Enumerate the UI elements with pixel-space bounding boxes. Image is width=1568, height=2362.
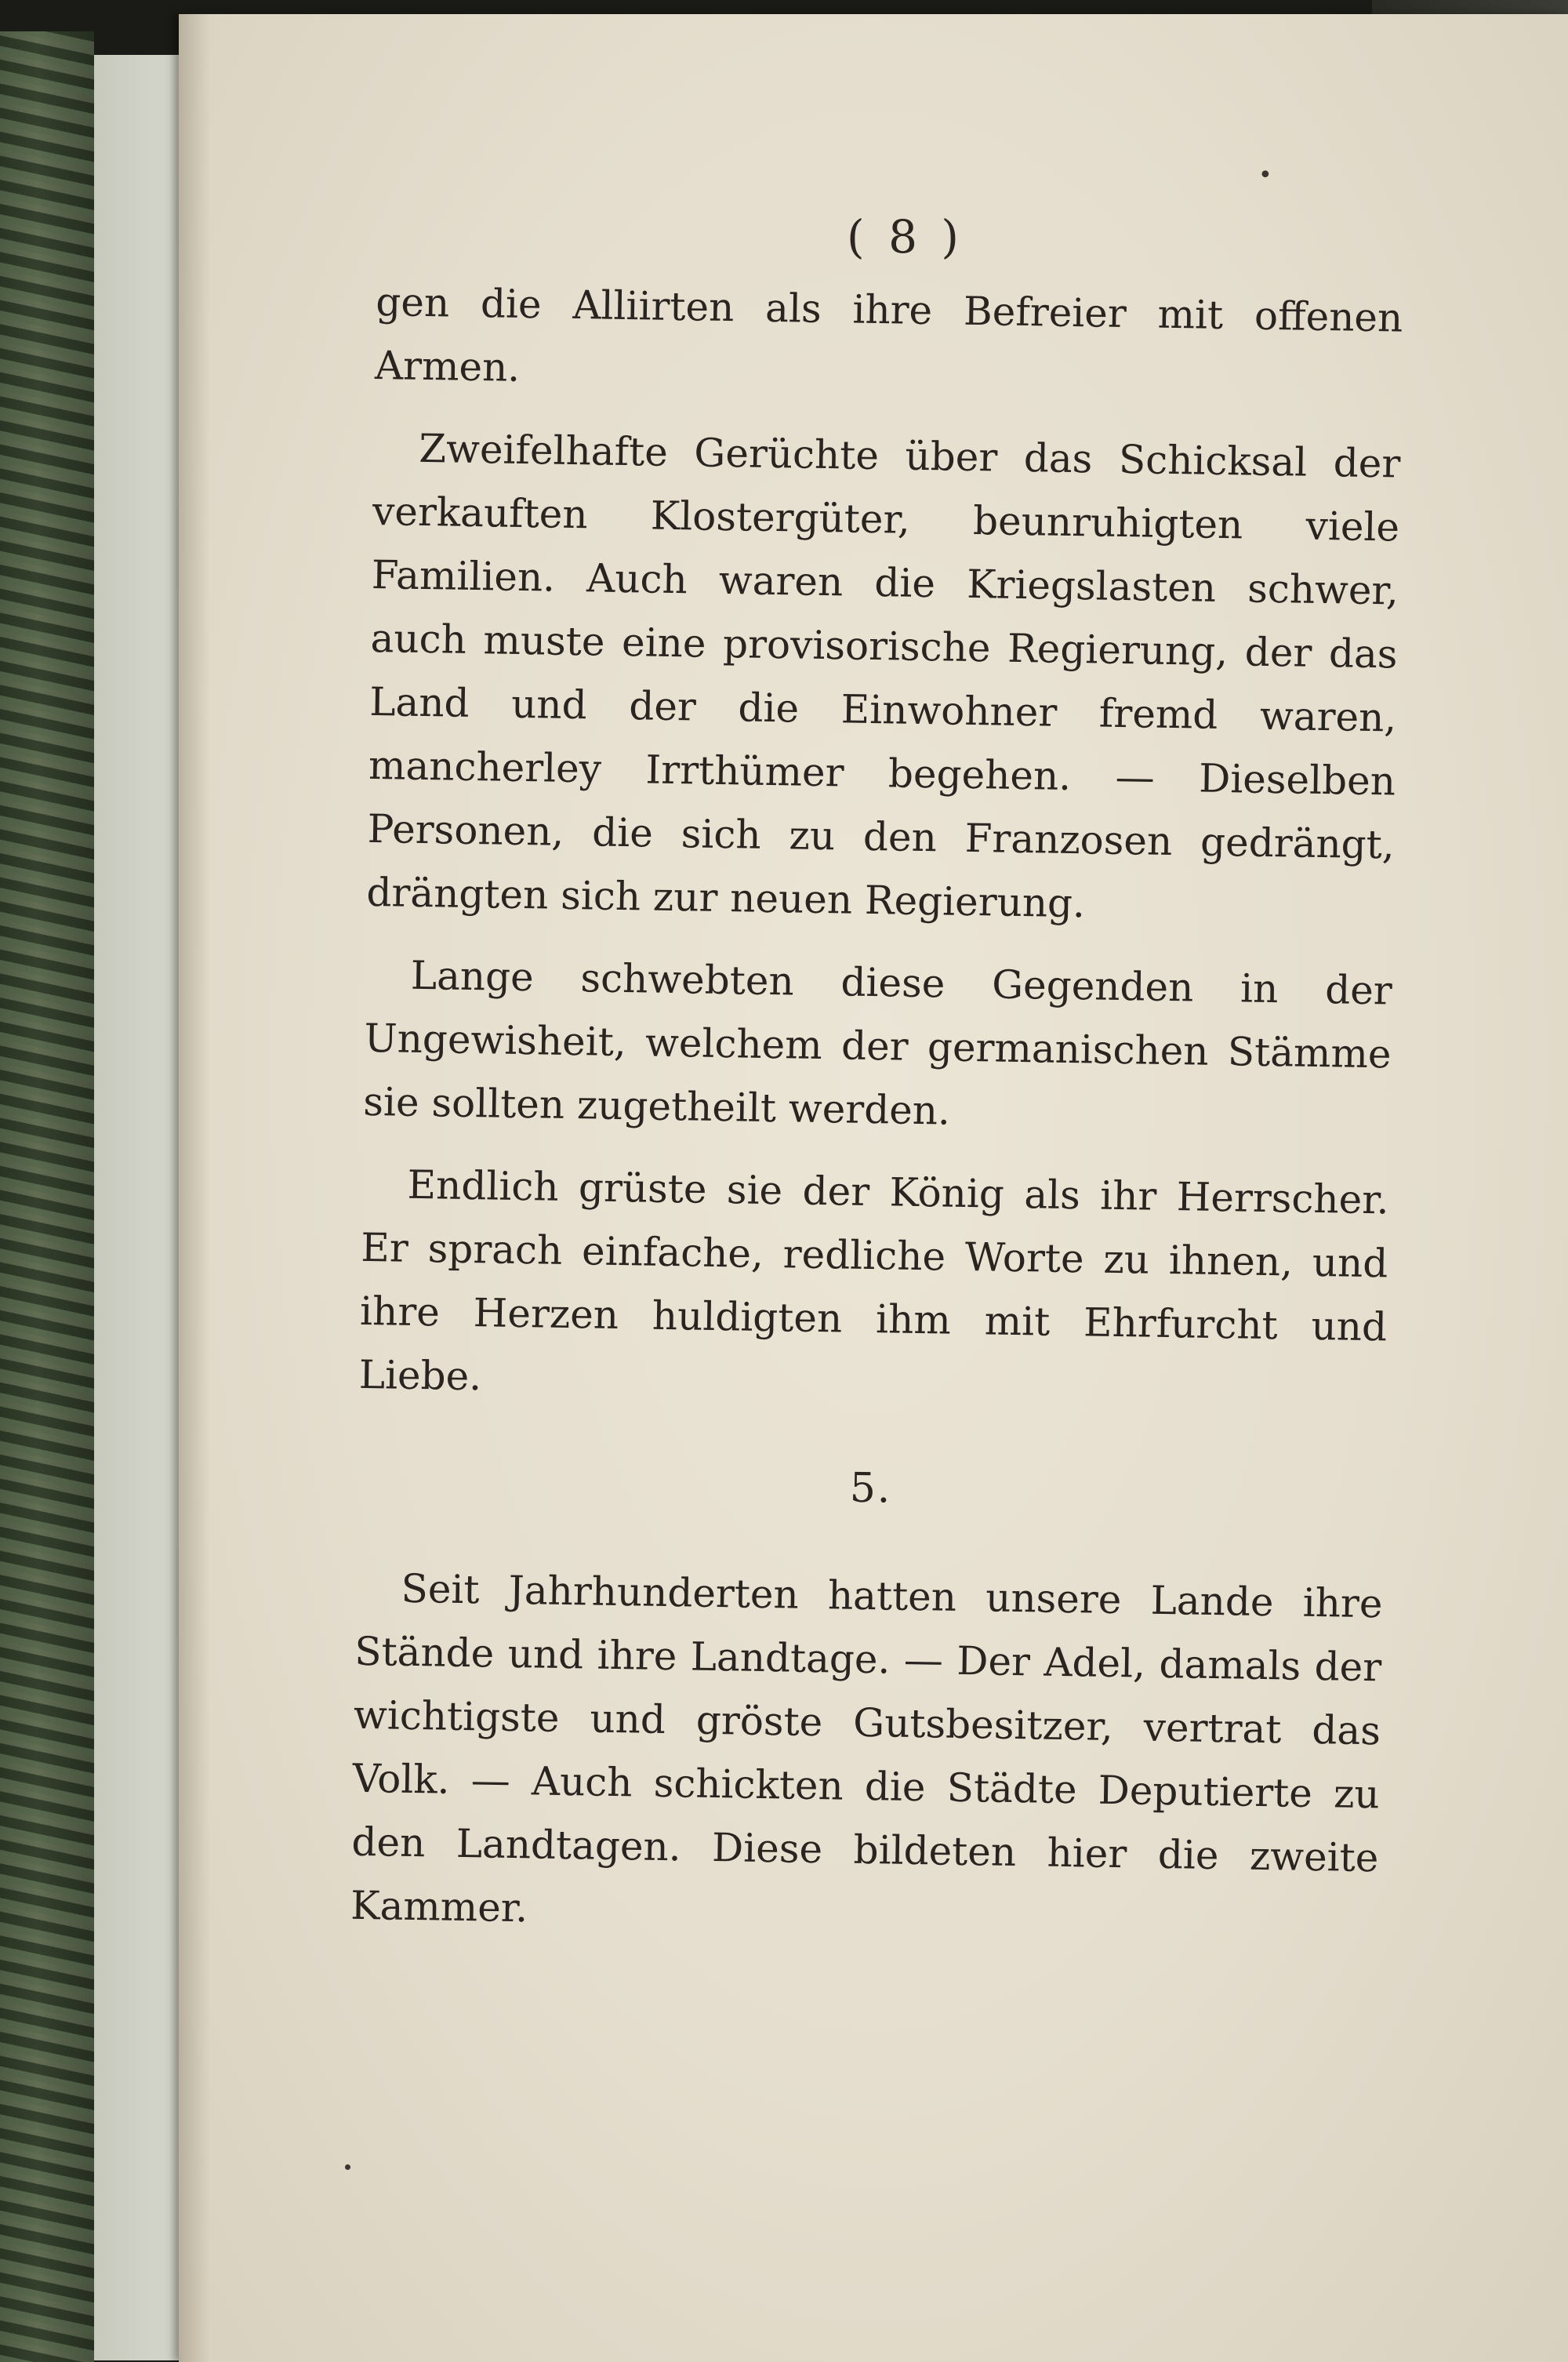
paragraph-continuation: gen die Alliirten als ihre Befreier mit offenen Armen. xyxy=(374,278,1403,391)
paragraph-king: Endlich grüste sie der König als ihr Herrscher. Er sprach einfache, redliche Worte zu ihnen, und ihre Herzen huldigten ihm mit Ehrfurcht und Liebe. xyxy=(358,1161,1389,1400)
marbled-book-cover xyxy=(0,31,94,2362)
page-text xyxy=(350,271,1403,1972)
paragraph-uncertainty: Lange schwebten diese Gegenden in der Ungewisheit, welchem der germanischen Stämme sie sollten zugetheilt werden. xyxy=(362,952,1393,1134)
page-number: ( 8 ) xyxy=(847,210,964,263)
ink-speck xyxy=(345,2164,350,2170)
corner-ink-mark: • xyxy=(1258,162,1272,189)
paragraph-rumours: Zweifelhafte Gerüchte über das Schicksal der verkauften Klostergüter, beunruhigten viele Familien. Auch waren die Kriegslasten schwer, auch muste eine provisorische Regierung, der das Land und der die Einwohner fremd waren, mancherley Irrthümer begehen. — Dieselben Personen, die sich zu den Franzosen gedrängt, drängten sich zur neuen Regierung. xyxy=(366,425,1401,927)
section-heading: 5. xyxy=(849,1464,892,1513)
paragraph-estates: Seit Jahrhunderten hatten unsere Lande ihre Stände und ihre Landtage. — Der Adel, damals der wichtigste und gröste Gutsbesitzer, vertrat das Volk. — Auch schickten die Städte Deputierte zu den Landtagen. Diese bildeten hier die zweite Kammer. xyxy=(350,1565,1383,1931)
